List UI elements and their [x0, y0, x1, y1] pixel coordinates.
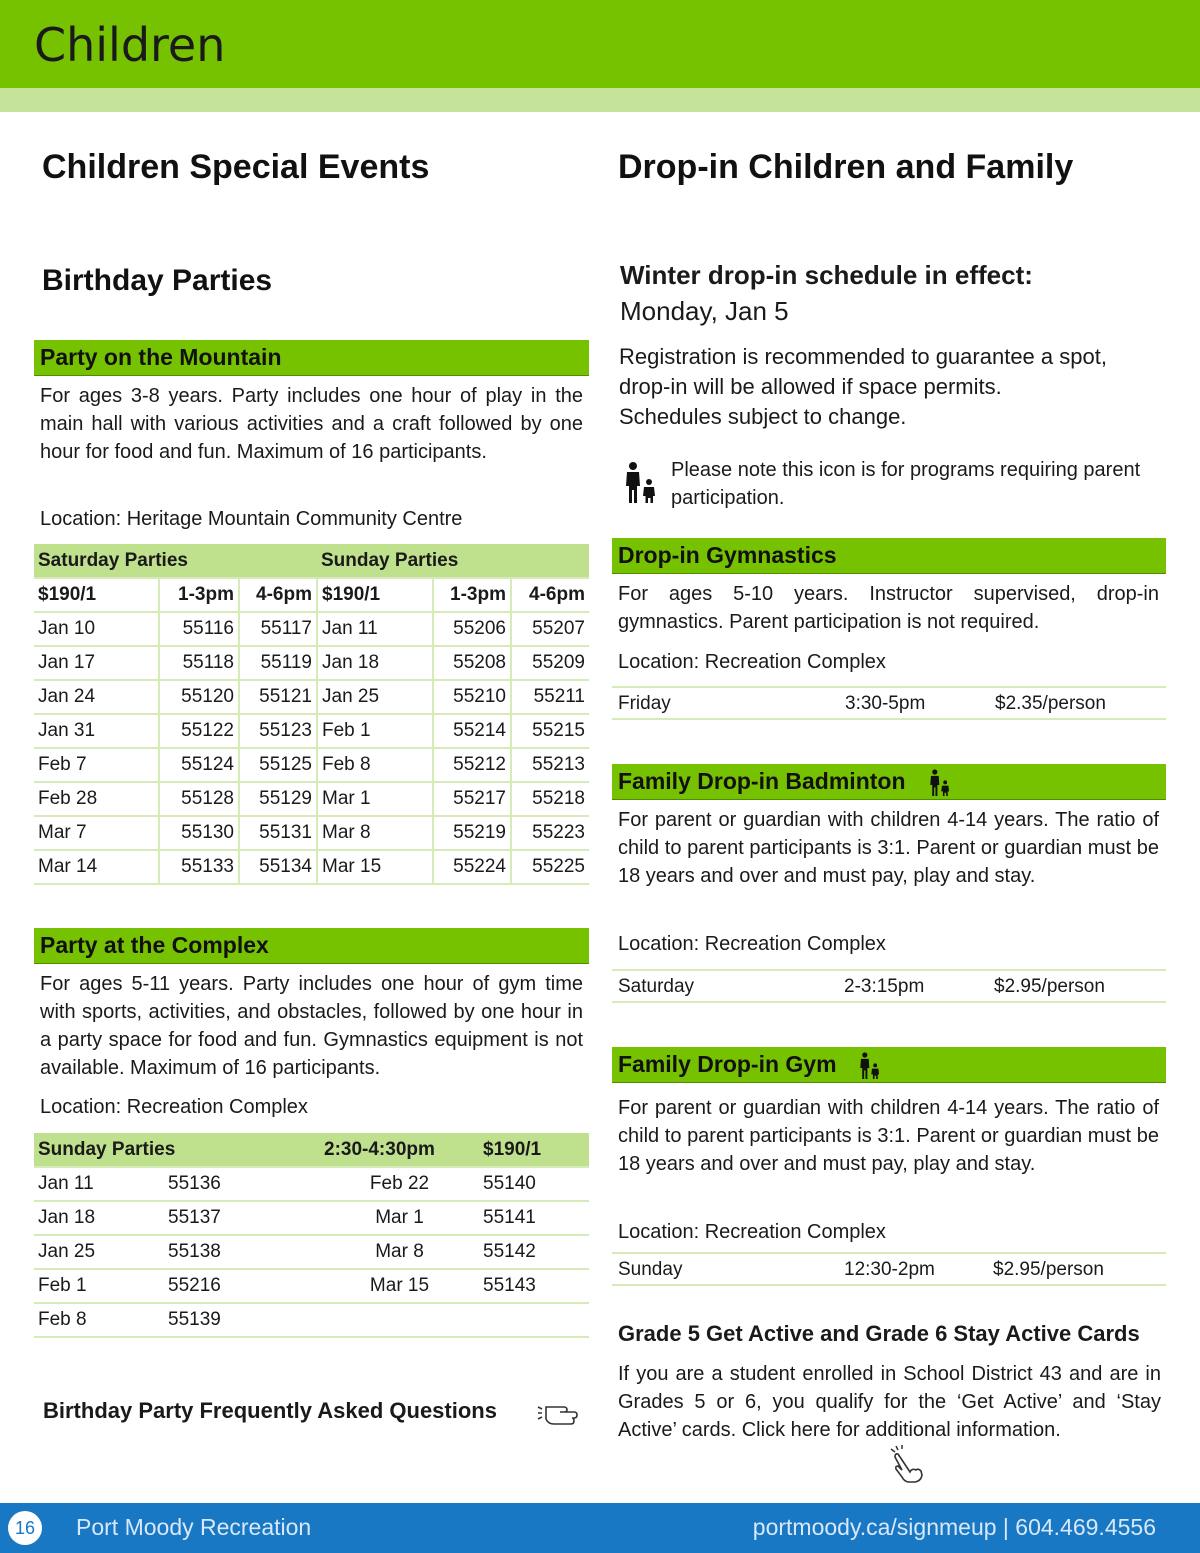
- badminton-bar-label: Family Drop-in Badminton: [618, 768, 906, 794]
- table-cell: 55131: [239, 816, 317, 850]
- mountain-table: [34, 544, 589, 885]
- table-row: [34, 1303, 589, 1337]
- parent-child-icon: [929, 769, 951, 797]
- table-row: [34, 1269, 589, 1303]
- table-cell: 55123: [239, 714, 317, 748]
- active-cards-description[interactable]: If you are a student enrolled in School District 43 and are in Grades 5 or 6, you qualify for the ‘Get Active’ and ‘Stay Active’ cards. Click here for additional information.: [618, 1363, 1161, 1441]
- table-row: [34, 714, 589, 748]
- table-cell: [320, 1303, 479, 1337]
- table-cell: 55138: [164, 1235, 320, 1269]
- table-cell: 55116: [159, 612, 239, 646]
- intro-line-1: Registration is recommended to guarantee a spot,: [619, 344, 1107, 369]
- table-cell: 55117: [239, 612, 317, 646]
- table-cell: Jan 17: [34, 646, 159, 680]
- table-cell: Jan 25: [34, 1235, 164, 1269]
- table-cell: 55136: [164, 1167, 320, 1201]
- table-subheader: 4-6pm: [239, 578, 317, 612]
- schedule-date: Monday, Jan 5: [620, 296, 789, 326]
- gym-description: For parent or guardian with children 4-14 years. The ratio of child to parent participants is 3:1. Parent or guardian must be 18 years and over and must pay, play and stay.: [618, 1097, 1159, 1175]
- mountain-location: Location: Heritage Mountain Community Centre: [40, 508, 463, 530]
- footer-contact[interactable]: portmoody.ca/signmeup | 604.469.4556: [752, 1514, 1156, 1540]
- page-title: Children: [34, 18, 226, 72]
- parent-child-icon: [859, 1052, 881, 1080]
- faq-link[interactable]: Birthday Party Frequently Asked Questions: [43, 1398, 497, 1423]
- badminton-day: Saturday: [618, 976, 695, 997]
- table-cell: 55218: [511, 782, 589, 816]
- table-cell: 55210: [433, 680, 511, 714]
- table-cell: 55118: [159, 646, 239, 680]
- gym-bar: [612, 1047, 1166, 1083]
- header-strip: [0, 88, 1200, 112]
- table-cell: 55137: [164, 1201, 320, 1235]
- badminton-description: For parent or guardian with children 4-14 years. The ratio of child to parent participants is 3:1. Parent or guardian must be 18 years and over and must pay, play and stay.: [618, 809, 1159, 887]
- gymnastics-location: Location: Recreation Complex: [618, 651, 886, 673]
- table-cell: 55141: [479, 1201, 589, 1235]
- pointing-hand-icon[interactable]: [888, 1444, 926, 1484]
- table-subheader: $190/1: [317, 578, 433, 612]
- table-subheader: $190/1: [34, 578, 159, 612]
- table-cell: Mar 15: [320, 1269, 479, 1303]
- table-cell: Feb 1: [34, 1269, 164, 1303]
- table-cell: 55211: [511, 680, 589, 714]
- table-cell: 55225: [511, 850, 589, 884]
- birthday-parties-heading: Birthday Parties: [42, 264, 273, 297]
- complex-bar-label: Party at the Complex: [40, 932, 269, 958]
- table-cell: 55128: [159, 782, 239, 816]
- table-subheader: 1-3pm: [159, 578, 239, 612]
- mountain-bar-label: Party on the Mountain: [40, 344, 282, 370]
- table-subheader: 4-6pm: [511, 578, 589, 612]
- gymnastics-bar: [612, 538, 1166, 574]
- pointing-hand-icon[interactable]: [536, 1398, 580, 1428]
- footer-bar: [0, 1503, 1200, 1553]
- table-cell: Mar 14: [34, 850, 159, 884]
- badminton-time: 2-3:15pm: [844, 976, 925, 997]
- table-cell: 55219: [433, 816, 511, 850]
- table-cell: 55215: [511, 714, 589, 748]
- gymnastics-description: For ages 5-10 years. Instructor supervised, drop-in gymnastics. Parent participation is not required.: [618, 583, 1159, 633]
- table-cell: 55142: [479, 1235, 589, 1269]
- table-cell: 55208: [433, 646, 511, 680]
- table-cell: 55120: [159, 680, 239, 714]
- table-cell: Feb 28: [34, 782, 159, 816]
- table-cell: Mar 8: [317, 816, 433, 850]
- table-row: [34, 1235, 589, 1269]
- table-cell: 55121: [239, 680, 317, 714]
- table-row: [34, 680, 589, 714]
- table-cell: Feb 8: [34, 1303, 164, 1337]
- table-cell: Jan 24: [34, 680, 159, 714]
- table-cell: Mar 15: [317, 850, 433, 884]
- table-cell: Mar 8: [320, 1235, 479, 1269]
- gymnastics-bar-label: Drop-in Gymnastics: [618, 542, 837, 568]
- table-cell: 55140: [479, 1167, 589, 1201]
- saturday-parties-header: Saturday Parties: [34, 544, 317, 578]
- table-cell: Jan 18: [34, 1201, 164, 1235]
- complex-description: For ages 5-11 years. Party includes one hour of gym time with sports, activities, and obstacles, followed by one hour in a party space for food and fun. Gymnastics equipment is not available. Maximum of 16 participants.: [40, 973, 583, 1079]
- table-cell: 55207: [511, 612, 589, 646]
- table-cell: 55129: [239, 782, 317, 816]
- table-row: [34, 646, 589, 680]
- intro-line-2: drop-in will be allowed if space permits.: [619, 374, 1002, 399]
- complex-price-header: $190/1: [479, 1133, 589, 1167]
- gymnastics-time: 3:30-5pm: [845, 693, 926, 714]
- table-cell: 55125: [239, 748, 317, 782]
- table-cell: 55206: [433, 612, 511, 646]
- table-cell: Jan 18: [317, 646, 433, 680]
- mountain-description: For ages 3-8 years. Party includes one hour of play in the main hall with various activities and a craft followed by one hour for food and fun. Maximum of 16 participants.: [40, 385, 583, 463]
- table-cell: 55124: [159, 748, 239, 782]
- gym-price: $2.95/person: [993, 1259, 1104, 1280]
- table-cell: 55143: [479, 1269, 589, 1303]
- gymnastics-day: Friday: [618, 693, 671, 714]
- table-cell: Jan 11: [317, 612, 433, 646]
- table-cell: Jan 11: [34, 1167, 164, 1201]
- badminton-location: Location: Recreation Complex: [618, 933, 886, 955]
- table-cell: Jan 31: [34, 714, 159, 748]
- table-cell: 55122: [159, 714, 239, 748]
- left-section-title: Children Special Events: [42, 148, 430, 186]
- table-cell: Jan 25: [317, 680, 433, 714]
- gym-location: Location: Recreation Complex: [618, 1221, 886, 1243]
- table-row: [34, 1201, 589, 1235]
- icon-note: Please note this icon is for programs requiring parent participation.: [671, 459, 1141, 509]
- table-cell: 55213: [511, 748, 589, 782]
- table-row: [34, 850, 589, 884]
- complex-bar: [34, 928, 589, 964]
- table-cell: Mar 1: [320, 1201, 479, 1235]
- table-row: [34, 748, 589, 782]
- table-cell: 55224: [433, 850, 511, 884]
- page-number: 16: [8, 1511, 42, 1545]
- gym-schedule-row: [612, 1252, 1166, 1286]
- table-cell: 55217: [433, 782, 511, 816]
- table-cell: 55133: [159, 850, 239, 884]
- active-cards-heading: Grade 5 Get Active and Grade 6 Stay Active Cards: [618, 1321, 1140, 1346]
- complex-table: [34, 1133, 589, 1338]
- table-cell: Feb 8: [317, 748, 433, 782]
- sunday-parties-header: Sunday Parties: [317, 544, 589, 578]
- gym-day: Sunday: [618, 1259, 683, 1280]
- table-cell: 55130: [159, 816, 239, 850]
- table-cell: 55212: [433, 748, 511, 782]
- table-cell: Feb 7: [34, 748, 159, 782]
- complex-time-header: 2:30-4:30pm: [320, 1133, 479, 1167]
- complex-sunday-header: Sunday Parties: [34, 1133, 320, 1167]
- badminton-price: $2.95/person: [994, 976, 1105, 997]
- table-cell: 55119: [239, 646, 317, 680]
- table-cell: Feb 22: [320, 1167, 479, 1201]
- gym-bar-label: Family Drop-in Gym: [618, 1051, 837, 1077]
- mountain-bar: [34, 340, 589, 376]
- table-row: [34, 612, 589, 646]
- table-cell: 55216: [164, 1269, 320, 1303]
- gymnastics-price: $2.35/person: [995, 693, 1106, 714]
- table-cell: 55134: [239, 850, 317, 884]
- table-row: [34, 782, 589, 816]
- badminton-schedule-row: [612, 969, 1166, 1003]
- table-cell: Feb 1: [317, 714, 433, 748]
- table-cell: 55214: [433, 714, 511, 748]
- table-subheader: 1-3pm: [433, 578, 511, 612]
- gymnastics-schedule-row: [612, 686, 1166, 720]
- table-cell: [479, 1303, 589, 1337]
- table-cell: Mar 1: [317, 782, 433, 816]
- badminton-bar: [612, 764, 1166, 800]
- gym-time: 12:30-2pm: [844, 1259, 935, 1280]
- table-cell: 55223: [511, 816, 589, 850]
- parent-child-icon: [624, 462, 658, 504]
- intro-line-3: Schedules subject to change.: [619, 404, 907, 429]
- footer-org: Port Moody Recreation: [76, 1514, 312, 1540]
- table-row: [34, 1167, 589, 1201]
- table-cell: 55139: [164, 1303, 320, 1337]
- table-row: [34, 816, 589, 850]
- complex-location: Location: Recreation Complex: [40, 1096, 308, 1118]
- table-cell: Mar 7: [34, 816, 159, 850]
- table-cell: Jan 10: [34, 612, 159, 646]
- table-cell: 55209: [511, 646, 589, 680]
- schedule-heading: Winter drop-in schedule in effect:: [620, 260, 1033, 290]
- right-section-title: Drop-in Children and Family: [618, 148, 1074, 186]
